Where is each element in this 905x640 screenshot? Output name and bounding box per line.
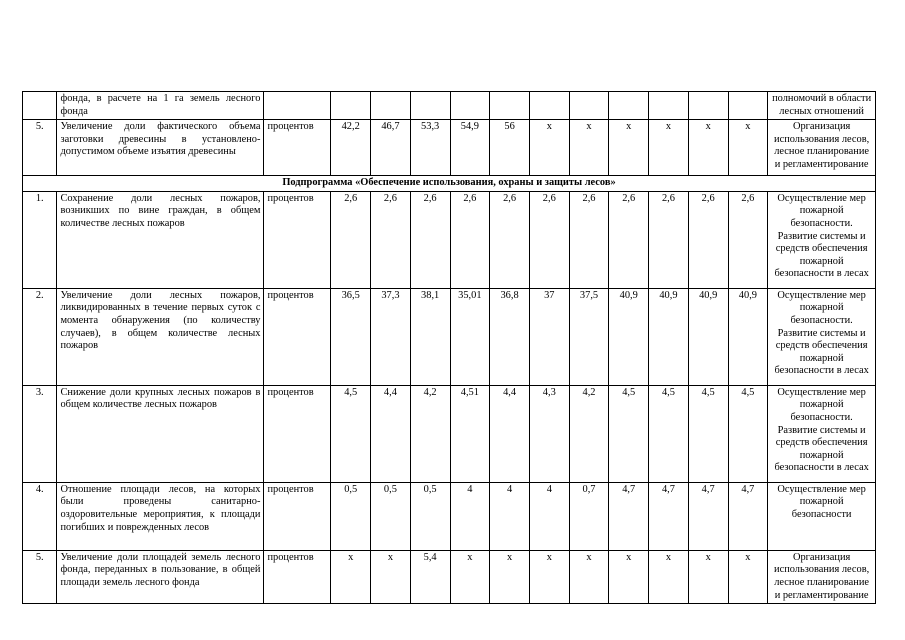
- value-cell: 4,5: [609, 385, 649, 482]
- value-cell: 4,5: [331, 385, 371, 482]
- value-cell: [331, 92, 371, 120]
- value-cell: 36,5: [331, 288, 371, 385]
- value-cell: x: [569, 550, 609, 603]
- table-row: [23, 92, 876, 120]
- value-cell: x: [609, 120, 649, 176]
- value-cell: 46,7: [371, 120, 411, 176]
- measures-cell: Организация использования лесов, лесное планирование и регламентирование: [768, 120, 876, 176]
- value-cell: [609, 92, 649, 120]
- value-cell: 4,3: [529, 385, 569, 482]
- value-cell: 4,4: [490, 385, 530, 482]
- value-cell: 38,1: [410, 288, 450, 385]
- value-cell: 0,7: [569, 482, 609, 550]
- value-cell: 2,6: [649, 191, 689, 288]
- value-cell: 40,9: [688, 288, 728, 385]
- value-cell: 2,6: [450, 191, 490, 288]
- value-cell: 40,9: [649, 288, 689, 385]
- subprogram-header-row: [23, 176, 876, 192]
- value-cell: 0,5: [331, 482, 371, 550]
- value-cell: 40,9: [609, 288, 649, 385]
- value-cell: [728, 92, 768, 120]
- value-cell: 4,5: [728, 385, 768, 482]
- row-number: 1.: [23, 191, 57, 288]
- value-cell: 56: [490, 120, 530, 176]
- unit-cell: процентов: [264, 120, 331, 176]
- unit-cell: процентов: [264, 482, 331, 550]
- value-cell: 2,6: [609, 191, 649, 288]
- value-cell: 4: [490, 482, 530, 550]
- value-cell: 4,5: [649, 385, 689, 482]
- value-cell: x: [688, 120, 728, 176]
- table-row: [23, 191, 876, 288]
- value-cell: 4: [450, 482, 490, 550]
- value-cell: 4,4: [371, 385, 411, 482]
- value-cell: [371, 92, 411, 120]
- unit-cell: процентов: [264, 550, 331, 603]
- value-cell: 40,9: [728, 288, 768, 385]
- value-cell: x: [728, 120, 768, 176]
- value-cell: 42,2: [331, 120, 371, 176]
- value-cell: [688, 92, 728, 120]
- table-row: [23, 120, 876, 176]
- value-cell: x: [371, 550, 411, 603]
- measures-cell: Осуществление мер пожарной безопасности. Развитие системы и средств обеспечения пожарной безопасности в лесах: [768, 191, 876, 288]
- value-cell: 2,6: [371, 191, 411, 288]
- value-cell: [490, 92, 530, 120]
- value-cell: 37,3: [371, 288, 411, 385]
- value-cell: 4,2: [569, 385, 609, 482]
- value-cell: 35,01: [450, 288, 490, 385]
- value-cell: x: [569, 120, 609, 176]
- indicator-description: Увеличение доли лесных пожаров, ликвидированных в течение первых суток с момента обнаружения (по количеству случаев), в общем количестве лесных пожаров: [57, 288, 264, 385]
- value-cell: 4,5: [688, 385, 728, 482]
- value-cell: x: [529, 550, 569, 603]
- value-cell: 4,7: [649, 482, 689, 550]
- table-row: [23, 550, 876, 603]
- value-cell: [649, 92, 689, 120]
- value-cell: 2,6: [331, 191, 371, 288]
- value-cell: [410, 92, 450, 120]
- value-cell: x: [331, 550, 371, 603]
- value-cell: 4: [529, 482, 569, 550]
- row-number: 3.: [23, 385, 57, 482]
- row-number: 4.: [23, 482, 57, 550]
- indicator-description: Увеличение доли площадей земель лесного фонда, переданных в пользование, в общей площади земель лесного фонда: [57, 550, 264, 603]
- row-number: [23, 92, 57, 120]
- value-cell: 0,5: [371, 482, 411, 550]
- value-cell: [450, 92, 490, 120]
- value-cell: 37,5: [569, 288, 609, 385]
- value-cell: x: [649, 120, 689, 176]
- value-cell: [529, 92, 569, 120]
- unit-cell: процентов: [264, 191, 331, 288]
- value-cell: 37: [529, 288, 569, 385]
- value-cell: 4,7: [688, 482, 728, 550]
- table-row: [23, 288, 876, 385]
- value-cell: 4,7: [728, 482, 768, 550]
- value-cell: 2,6: [490, 191, 530, 288]
- value-cell: x: [490, 550, 530, 603]
- indicator-description: Увеличение доли фактического объема заготовки древесины в установлено-допустимом объеме изъятия древесины: [57, 120, 264, 176]
- indicator-description: фонда, в расчете на 1 га земель лесного фонда: [57, 92, 264, 120]
- value-cell: 53,3: [410, 120, 450, 176]
- value-cell: 2,6: [728, 191, 768, 288]
- measures-cell: Осуществление мер пожарной безопасности. Развитие системы и средств обеспечения пожарной безопасности в лесах: [768, 288, 876, 385]
- unit-cell: [264, 92, 331, 120]
- value-cell: 5,4: [410, 550, 450, 603]
- measures-cell: Осуществление мер пожарной безопасности. Развитие системы и средств обеспечения пожарной безопасности в лесах: [768, 385, 876, 482]
- value-cell: x: [728, 550, 768, 603]
- measures-cell: Организация использования лесов, лесное планирование и регламентирование: [768, 550, 876, 603]
- value-cell: 4,2: [410, 385, 450, 482]
- table-row: [23, 385, 876, 482]
- unit-cell: процентов: [264, 385, 331, 482]
- value-cell: [569, 92, 609, 120]
- indicator-description: Отношение площади лесов, на которых были проведены санитарно-оздоровительные мероприятия, к площади погибших и поврежденных лесов: [57, 482, 264, 550]
- subprogram-title: Подпрограмма «Обеспечение использования, охраны и защиты лесов»: [23, 176, 876, 192]
- measures-cell: полномочий в области лесных отношений: [768, 92, 876, 120]
- value-cell: x: [609, 550, 649, 603]
- value-cell: 2,6: [569, 191, 609, 288]
- value-cell: x: [529, 120, 569, 176]
- value-cell: 4,51: [450, 385, 490, 482]
- value-cell: 2,6: [529, 191, 569, 288]
- value-cell: 54,9: [450, 120, 490, 176]
- row-number: 5.: [23, 550, 57, 603]
- table-row: [23, 482, 876, 550]
- value-cell: 0,5: [410, 482, 450, 550]
- indicator-description: Снижение доли крупных лесных пожаров в общем количестве лесных пожаров: [57, 385, 264, 482]
- row-number: 5.: [23, 120, 57, 176]
- value-cell: x: [688, 550, 728, 603]
- indicator-description: Сохранение доли лесных пожаров, возникших по вине граждан, в общем количестве лесных пожаров: [57, 191, 264, 288]
- measures-cell: Осуществление мер пожарной безопасности: [768, 482, 876, 550]
- value-cell: 2,6: [688, 191, 728, 288]
- value-cell: 2,6: [410, 191, 450, 288]
- row-number: 2.: [23, 288, 57, 385]
- value-cell: x: [649, 550, 689, 603]
- value-cell: x: [450, 550, 490, 603]
- indicators-table: [22, 91, 876, 604]
- unit-cell: процентов: [264, 288, 331, 385]
- value-cell: 36,8: [490, 288, 530, 385]
- value-cell: 4,7: [609, 482, 649, 550]
